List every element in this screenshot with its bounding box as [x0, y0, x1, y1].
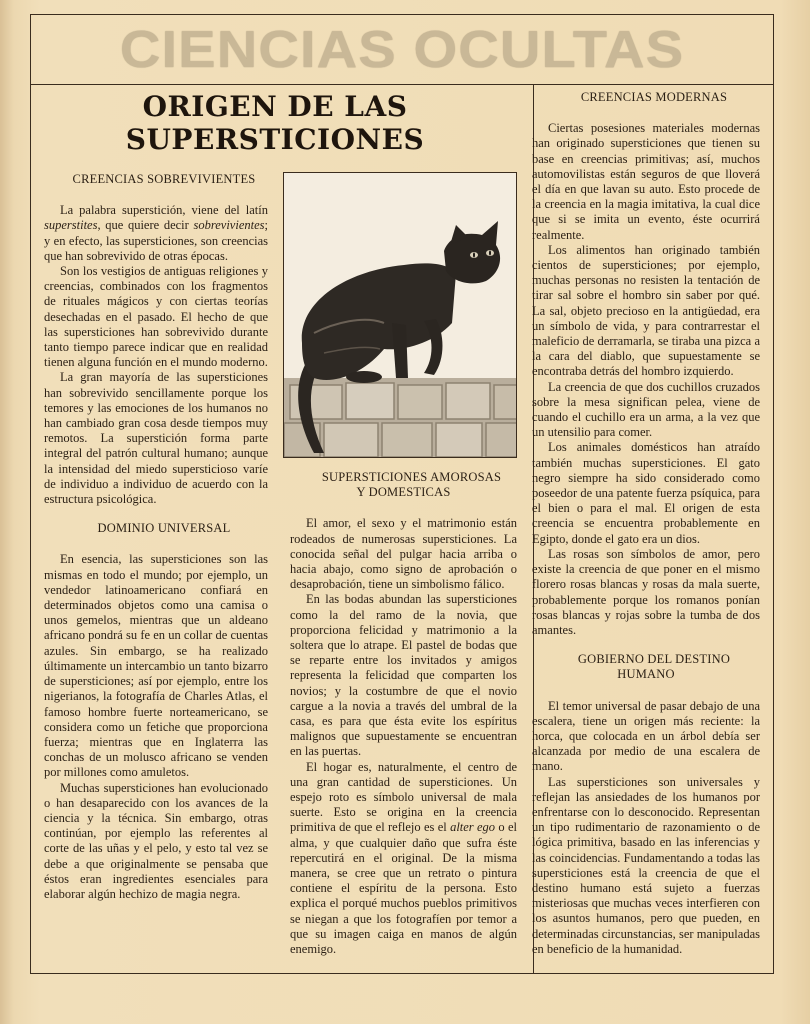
heading-dominio-universal: DOMINIO UNIVERSAL — [97, 521, 231, 536]
paragraph: El amor, el sexo y el matrimonio están rodeados de numerosas supersticiones. La conocida señal del pulgar hacia arriba o hacia abajo, como signo de aprobación o desaprobación, tiene un simbolismo fálico. — [290, 516, 517, 592]
title-line-1: ORIGEN DE LAS — [142, 90, 408, 123]
paragraph: Los animales domésticos han atraído también muchas supersticiones. El gato negro siempre ha sido considerado como poseedor de una patente fuerza psíquica, para el bien o para el mal. El origen de esta creencia se encuentra probablemente en Egipto, donde el gato era un dios. — [532, 440, 760, 546]
paragraph: La palabra superstición, viene del latín superstites, que quiere decir sobrevivientes; y en efecto, las supersticiones, son creencias que han sobrevivido de otras épocas. — [44, 203, 268, 263]
paragraph: La creencia de que dos cuchillos cruzados sobre la mesa significan pelea, viene de cuando el cuchillo era un arma, a la vez que un utensilio para comer. — [532, 379, 760, 440]
paragraph: El hogar es, naturalmente, el centro de una gran cantidad de supersticiones. Un espejo roto es símbolo universal de mala suerte. Esto se origina en la creencia primitiva de que el reflejo es el alter ego o el alma, y que cualquier daño que sufra éste repercutirá en el original. De la misma manera, se cree que un retrato o pintura contiene el espíritu de la persona. Esto explica el porqué muchos pueblos primitivos se niegan a que los fotografíen por temor a que su imagen caiga en manos de algún enemigo. — [290, 759, 517, 957]
paragraph: La gran mayoría de las supersticiones han sobrevivido sencillamente porque los temores y las emociones de los humanos no han cambiado gran cosa desde tiempos muy remotos. La superstición forma parte integral del patrón cultural humano; aunque la intensidad del miedo supersticioso varíe de individuo a individuo de acuerdo con la estructura psicológica. — [44, 370, 268, 507]
paragraph: Las supersticiones son universales y reflejan las ansiedades de los humanos por enfrentarse con lo desconocido. Representan un tipo rudimentario de razonamiento o de lógica primitiva, basado en las inferencias y las coincidencias. Fundamentando a todas las supersticiones está la creencia de que el destino humano está sujeto a fuerzas misteriosas que muchas veces interfieren con los asuntos humanos, pero que pueden, en determinadas circunstancias, ser manipuladas en beneficio de la humanidad. — [532, 774, 760, 956]
title-line-2: SUPERSTICIONES — [125, 123, 425, 156]
paragraph: El temor universal de pasar debajo de una escalera, tiene un origen más reciente: la horca, que colocada en un árbol debía ser alcanzada por medio de una escalera de mano. — [532, 698, 760, 774]
column-3 — [532, 90, 760, 957]
heading-creencias-sobrevivientes: CREENCIAS SOBREVIVIENTES — [72, 172, 256, 186]
paragraph: En las bodas abundan las supersticiones como la del ramo de la novia, que proporciona felicidad y matrimonio a la soltera que lo atrape. El pastel de bodas que se reparte entre los invitados y amigos representa la felicidad que comparten los novios; y la costumbre de que el novio cargue a la novia a través del umbral de la casa, es para que ésta evite los espíritus malignos que supuestamente se encuentran en las puertas. — [290, 592, 517, 759]
black-cat-photo — [283, 172, 517, 458]
paragraph: Las rosas son símbolos de amor, pero existe la creencia de que poner en el mismo florero rosas blancas y rosas da mala suerte, probablemente porque los romanos ponían rosas blancas y rojas sobre la tumba de dos amantes. — [532, 546, 760, 637]
banner-title: CIENCIAS OCULTAS — [119, 21, 685, 79]
paragraph: Son los vestigios de antiguas religiones y creencias, combinados con los fragmentos de rituales mágicos y con ciertas teorías desechadas en el pasado. El hecho de que las supersticiones han sobrevivido durante tanto tiempo parece indicar que en realidad tienen alguna función en el mundo moderno. — [44, 264, 268, 370]
heading-gobierno-del-destino: GOBIERNO DEL DESTINO HUMANO — [577, 652, 731, 682]
heading-creencias-modernas: CREENCIAS MODERNAS — [580, 90, 728, 104]
paragraph: Ciertas posesiones materiales modernas han originado supersticiones que tienen su base en creencias primitivas; así, muchos automovilistas están seguros de que lloverá el día en que lavan su auto. Esto procede de la creencia en la magia imitativa, la cual dice que si se imita un evento, éste ocurrirá realmente. — [532, 121, 760, 242]
paragraph: Muchas supersticiones han evolucionado o han desaparecido con los avances de la ciencia y la técnica. Sin embargo, otras continúan, por ejemplo las referentes al corte de las uñas y el pelo, y esto tal vez se debe a que originalmente se pensaba que éstos eran ingredientes esenciales para elaborar algún hechizo de magia negra. — [44, 780, 268, 901]
article-title — [40, 90, 510, 156]
column-2 — [290, 470, 517, 957]
column-1 — [44, 172, 268, 902]
paragraph: En esencia, las supersticiones son las mismas en todo el mundo; por ejemplo, un vendedor latinoamericano confiará en determinados objetos como una camisa o unos gemelos, mientras que un aldeano africano pondrá su fe en un collar de cuentas azules. Sin embargo, se ha realizado últimamente un intercambio un tanto bizarro de supersticiones; así por ejemplo, entre los nigerianos, la fotografía de Charles Atlas, el famoso hombre fuerte norteamericano, se considera como un fetiche que proporciona fuerza; mientras que en Inglaterra las conchas de un molusco africano se venden por millones como amuletos. — [44, 552, 268, 780]
black-cat-illustration — [284, 173, 517, 458]
heading-supersticiones-amorosas: SUPERSTICIONES AMOROSAS Y DOMESTICAS — [321, 470, 502, 500]
section-banner — [31, 15, 773, 85]
paragraph: Los alimentos han originado también cientos de supersticiones; por ejemplo, muchas personas no resisten la tentación de tirar sal sobre el hombro sin saber por qué. La sal, objeto precioso en la antigüedad, era un símbolo de vida, y para contrarrestar el maleficio de derramarla, se tiraba una pizca a la cara del diablo, que supuestamente se encontraba detrás del hombro izquierdo. — [532, 242, 760, 379]
